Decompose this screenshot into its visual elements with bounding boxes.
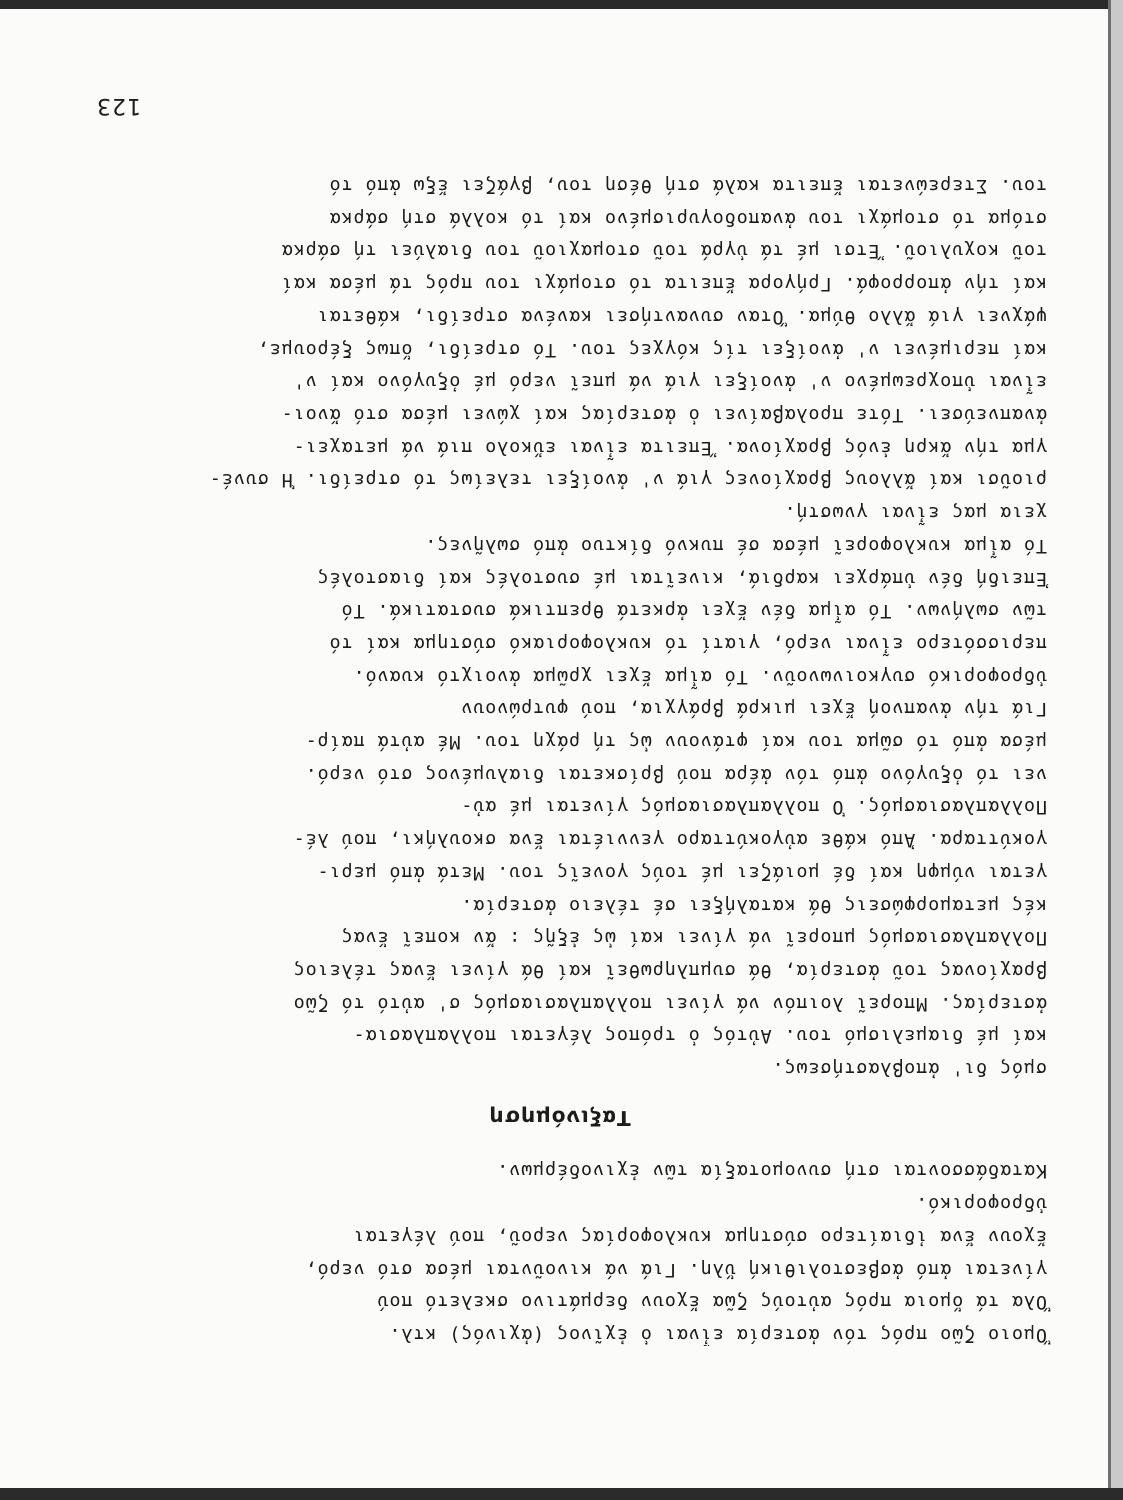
- text-line: βραχίονας τοῦ ἀστερία, θά συμπληρωθεῖ καί θά γίνει ἕνας τέλειος: [292, 959, 1047, 981]
- text-line: κές μεταμορφώσεις θά καταλήξει σέ τέλειο ἀστερία.: [460, 894, 1047, 916]
- text-line: γίνεται ἀπό ἀσβεστολιθική ὕλη. Γιά νά κινοῦνται μέσα στό νερό,: [304, 1258, 1047, 1280]
- page-number: 123: [96, 93, 141, 118]
- text-line: γμα τήν ἄκρη ἑνός βραχίονα. Ἔπειτα εἶναι εὔκολο πιά νά μεταχει-: [292, 436, 1047, 458]
- text-line: καί περιμένει ν' ἀνοίξει τίς κόγχες του. Τό στρείδι, ὅπως ξέρουμε,: [256, 338, 1047, 360]
- text-line: του. Στερεώνεται ἔπειτα καλά στή θέση του, βγάζει ἔξω ἀπό τό: [328, 175, 1047, 197]
- text-line: Ὅλα τά ὅμοια πρός αὐτούς ζῶα ἔχουν δερμάτινο σκελετό πού: [376, 1291, 1047, 1313]
- section-heading: Ταξινόμηση: [488, 1105, 631, 1130]
- text-line: στόμα τό στομάχι του ἀναποδογυρισμένο καί τό κολλά στή σάρκα: [328, 207, 1047, 229]
- text-line: ἀστερίας. Μπορεῖ λοιπόν νά γίνει πολλαπλασιασμός σ' αὐτό τό ζῶο: [292, 992, 1047, 1014]
- text-line: νει τό ὀξυγόνο ἀπό τόν ἀέρα πού βρίσκεται διαλυμένος στό νερό.: [304, 763, 1047, 785]
- text-line: περισσότερο εἶναι νερό, γιατί τό κυκλοφοριακό σύστημα καί τό: [328, 632, 1047, 654]
- text-line: ψάχνει γιά ἄλλο θύμα. Ὅταν συναντήσει κανένα στρείδι, κάθεται: [316, 305, 1047, 327]
- text-line: Πολλαπλασιασμός. Ὁ πολλαπλασιασμός γίνεται μέ αὐ-: [460, 796, 1047, 818]
- text-line: γεται νύμφη καί δέ μοιάζει μέ τούς γονεῖς του. Μετά ἀπό μερι-: [316, 861, 1047, 883]
- text-line: ἔχουν ἕνα ἰδιαίτερο σύστημα κυκλοφορίας νεροῦ, πού λέγεται: [352, 1225, 1047, 1247]
- section-classification: [72, 1154, 1047, 1350]
- text-line: ὑδροφορικό συγκοινωνοῦν. Τό αἷμα ἔχει χρῶμα ἀνοιχτό κυανό.: [352, 665, 1047, 687]
- text-line: σμός δι' ἀποβλαστήσεως.: [771, 1058, 1047, 1080]
- text-line: ριοῦσι καί ἄλλους βραχίονες γιά ν' ἀνοίξει τελείως τό στρείδι. Ἡ συνέ-: [208, 469, 1047, 491]
- text-line: μέσα ἀπό τό σῶμα του καί φτάνουν ὡς τή ράχη του. Μέ αὐτά παίρ-: [304, 731, 1047, 753]
- text-line: καί τήν ἀπορροφά. Γρήγορα ἔπειτα τό στομάχι του πρός τά μέσα καί: [280, 273, 1047, 295]
- body-text: [72, 168, 1047, 1350]
- text-line: εἶναι ὑποχρεωμένο ν' ἀνοίξει γιά νά μπεῖ νερό μέ ὀξυγόνο καί ν': [292, 371, 1047, 393]
- text-line: Γιά τήν ἀναπνοή ἔχει μικρά βράγχια, πού φυτρώνουν: [460, 698, 1047, 720]
- section-anatomy: [72, 168, 1047, 1084]
- text-line: χεια μας εἶναι γνωστή.: [783, 502, 1047, 524]
- text-line: τοῦ κοχυλιοῦ. Ἔτσι μέ τά ὑγρά τοῦ στομαχιοῦ του διαλύει τή σάρκα: [280, 240, 1047, 262]
- text-line: Πολλαπλασιασμός μπορεῖ νά γίνει καί ὡς ἑξῆς : ἄν κοπεῖ ἕνας: [340, 927, 1047, 949]
- text-line: τῶν σωλήνων. Τό αἷμα δέν ἔχει ἀρκετά θρεπτικά συστατικά. Τό: [340, 600, 1047, 622]
- text-line: γοκύτταρα. Ἀπό κάθε αὐγοκύτταρο γεννιέται ἕνα σκουλήκι, πού λέ-: [292, 829, 1047, 851]
- text-line: Καταδάσσονται στή συνομοταξία τῶν ἐχινοδέρμων.: [496, 1160, 1047, 1182]
- text-line: ὑδροφορικό.: [915, 1193, 1047, 1215]
- text-line: Ὅμοιο ζῶο πρός τόν ἀστερία εἶναι ὁ ἐχῖνος (ἀχινός) κτλ.: [388, 1324, 1047, 1345]
- text-line: Τό αἷμα κυκλοφορεῖ μέσα σέ πυκνό δίκτυο ἀπό σωλῆνες.: [424, 534, 1047, 556]
- text-line: Ἐπειδή δέν ὑπάρχει καρδιά, κινεῖται μέ συστολές καί διαστολές: [316, 567, 1047, 589]
- text-line: καί μέ διαμελισμό του. Αὐτός ὁ τρόπος λέγεται πολλαπλασια-: [352, 1025, 1047, 1047]
- text-line: ἀναπνεύσει. Τότε προλαβαίνει ὁ ἀστερίας καί χώνει μέσα στό ἄνοι-: [280, 404, 1047, 426]
